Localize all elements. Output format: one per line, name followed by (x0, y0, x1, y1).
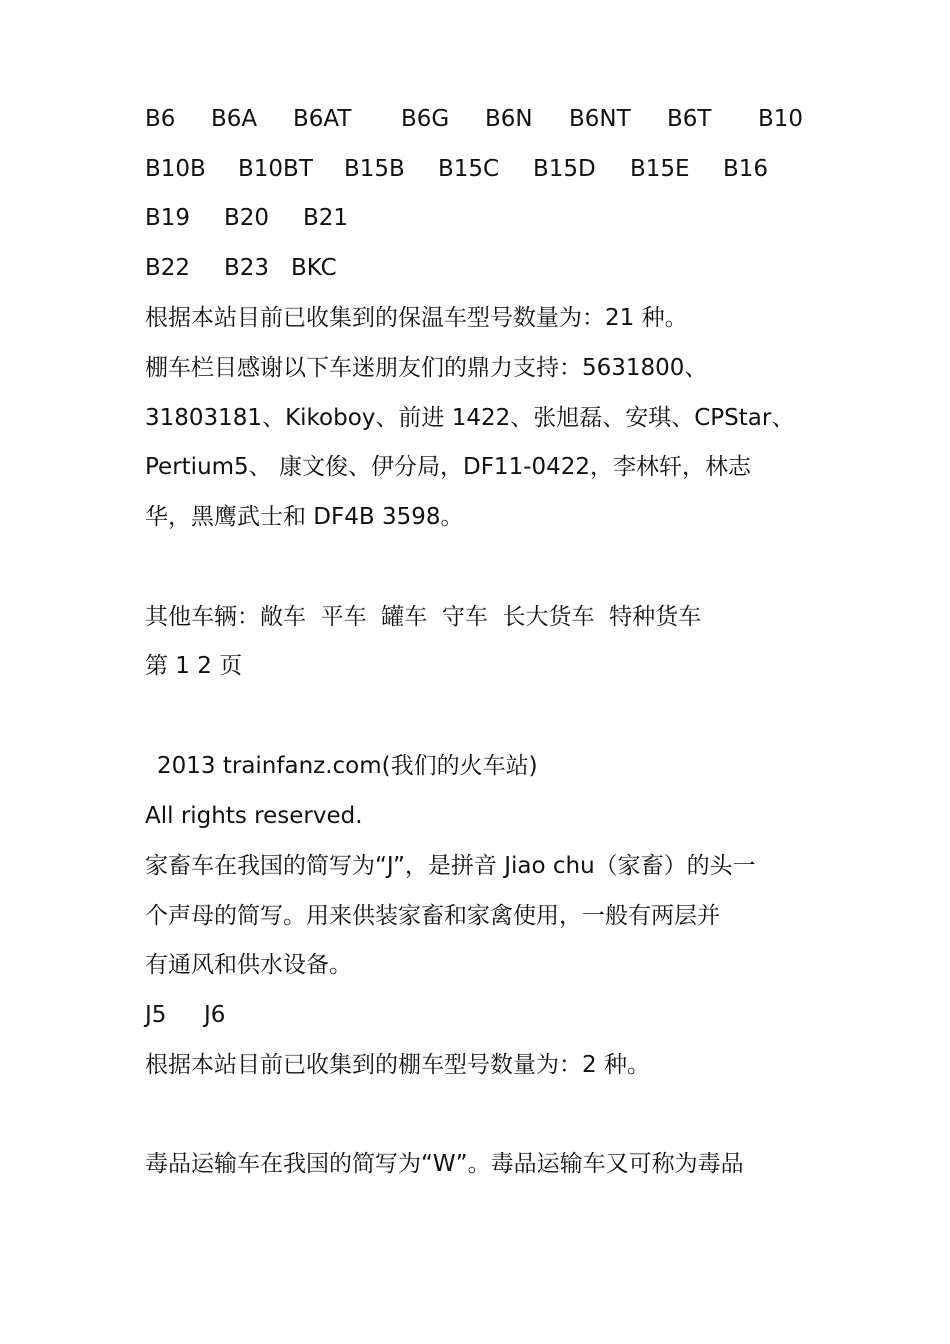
model-code: B6G (401, 106, 450, 132)
model-code: B10B (145, 156, 206, 182)
copyright-text: 2013 trainfanz.com(我们的火车站) (157, 753, 538, 779)
model-codes-row-4 (145, 252, 337, 284)
model-code: B16 (723, 156, 769, 182)
livestock-model-codes (145, 999, 225, 1031)
model-code: B15C (438, 156, 500, 182)
model-codes-row-1 (145, 103, 803, 135)
model-code: B15B (344, 156, 405, 182)
thanks-line-2: 31803181、Kikoboy、前进 1422、张旭磊、安琪、CPStar、 (145, 405, 795, 431)
thanks-line-3: Pertium5、 康文俊、伊分局，DF11-0422，李林轩，林志 (145, 454, 752, 480)
model-code: J5 (145, 1002, 167, 1028)
poison-intro: 毒品运输车在我国的简写为“W”。毒品运输车又可称为毒品 (145, 1151, 744, 1177)
model-code: B6N (485, 106, 533, 132)
thanks-line-1: 棚车栏目感谢以下车迷朋友们的鼎力支持：5631800、 (145, 355, 708, 381)
model-code: B23 (224, 255, 270, 281)
model-code: B6T (667, 106, 712, 132)
model-code: B21 (303, 205, 349, 231)
insulated-car-count: 根据本站目前已收集到的保温车型号数量为：21 种。 (145, 305, 688, 331)
model-code: BKC (291, 255, 337, 281)
model-codes-row-2 (145, 153, 768, 185)
livestock-intro-line-2: 个声母的简写。用来供装家畜和家禽使用，一般有两层并 (145, 903, 720, 929)
model-code: B6NT (569, 106, 631, 132)
model-code: B10BT (238, 156, 313, 182)
other-vehicles-nav: 其他车辆：敞车 平车 罐车 守车 长大货车 特种货车 (145, 604, 702, 630)
model-code: J6 (204, 1002, 226, 1028)
model-code: B19 (145, 205, 191, 231)
model-code: B22 (145, 255, 191, 281)
model-code: B15E (630, 156, 690, 182)
thanks-line-4: 华，黑鹰武士和 DF4B 3598。 (145, 504, 464, 530)
model-code: B20 (224, 205, 270, 231)
model-code: B6 (145, 106, 176, 132)
model-code: B15D (533, 156, 596, 182)
page-number: 第 1 2 页 (145, 653, 243, 679)
model-code: B10 (758, 106, 804, 132)
livestock-intro-line-1: 家畜车在我国的简写为“J”，是拼音 Jiao chu（家畜）的头一 (145, 853, 756, 879)
model-codes-row-3 (145, 202, 348, 234)
livestock-intro-line-3: 有通风和供水设备。 (145, 952, 352, 978)
model-code: B6A (211, 106, 258, 132)
rights-text: All rights reserved. (145, 803, 363, 829)
model-code: B6AT (293, 106, 352, 132)
boxcar-count: 根据本站目前已收集到的棚车型号数量为：2 种。 (145, 1052, 650, 1078)
